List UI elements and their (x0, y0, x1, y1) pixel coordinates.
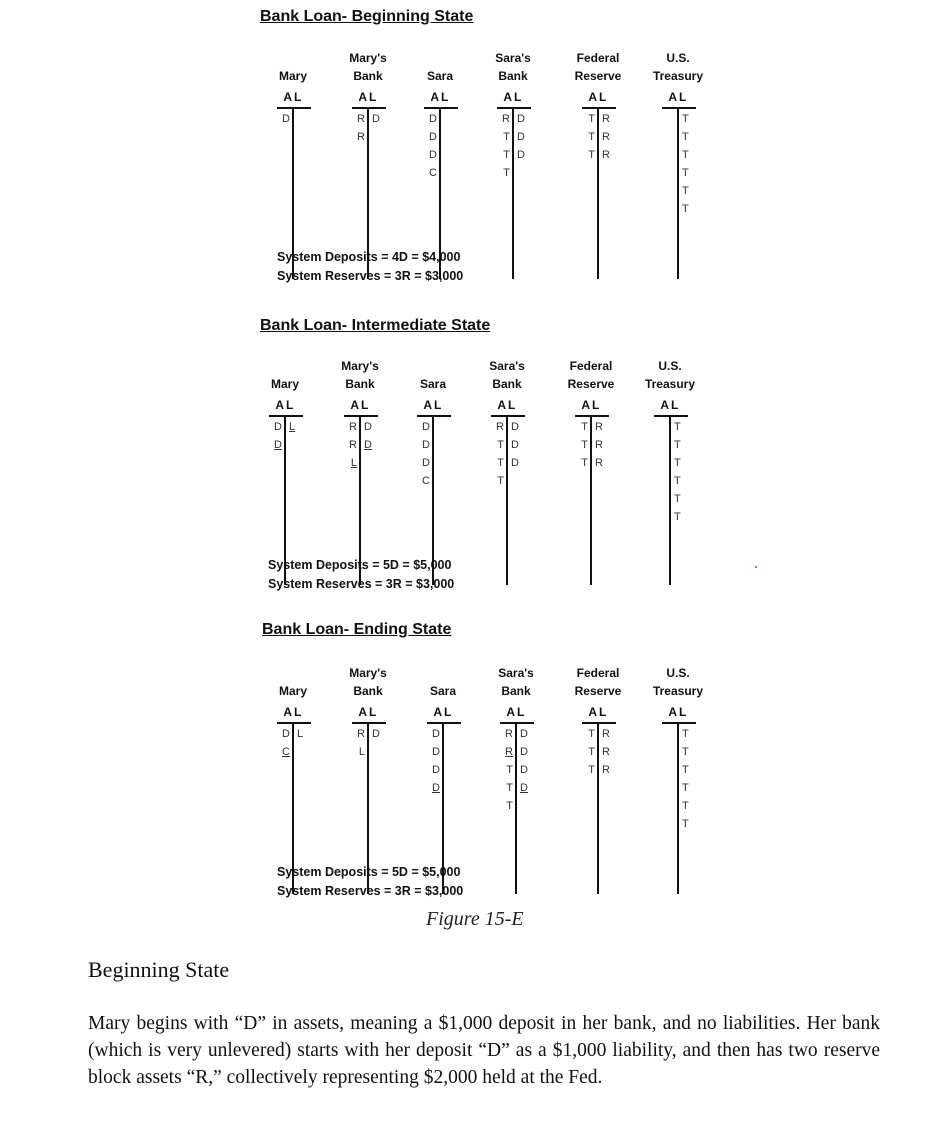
liabilities-label: L (369, 705, 377, 719)
t-account-u-s-treasury (640, 358, 700, 588)
liability-entries (289, 418, 309, 436)
t-account-federal-reserve (561, 358, 621, 588)
liability-entries (595, 418, 615, 472)
assets-label: A (497, 398, 506, 412)
asset-entries (262, 418, 282, 454)
assets-label: A (358, 705, 367, 719)
asset-entry: T (588, 149, 595, 161)
liability-entry: T (682, 818, 689, 830)
liability-entry: D (372, 113, 380, 125)
liability-entries (517, 110, 537, 164)
account-name: Reserve (567, 377, 615, 391)
body-paragraph: Mary begins with “D” in assets, meaning a $1,000 deposit in her bank, and no liabilities. Her bank (which is very unlevered) starts with her deposit “D” as a $1,000 liability, and then has two reserve block assets “R,” collectively representing $2,000 held at the Fed. (88, 1013, 880, 1088)
asset-liability-header (640, 398, 700, 414)
asset-entry: D (429, 131, 437, 143)
liability-entry: T (682, 746, 689, 758)
liability-entry: R (602, 113, 610, 125)
system-totals (277, 248, 463, 286)
t-account-stem (590, 415, 592, 585)
liability-entry: R (602, 149, 610, 161)
t-account-bar (427, 722, 461, 724)
liability-entry: D (511, 439, 519, 451)
liabilities-label: L (671, 398, 679, 412)
t-account-bar (491, 415, 525, 417)
account-name: U.S. (666, 51, 690, 65)
system-deposits: System Deposits = 4D = $4,000 (277, 250, 461, 264)
asset-entries (417, 110, 437, 182)
asset-entry: T (581, 457, 588, 469)
t-account-bar (654, 415, 688, 417)
liability-entry: T (682, 728, 689, 740)
assets-label: A (430, 90, 439, 104)
account-name: Mary's (349, 666, 387, 680)
liability-entry: T (682, 764, 689, 776)
assets-label: A (668, 90, 677, 104)
liabilities-label: L (294, 90, 302, 104)
t-account-bar (582, 107, 616, 109)
asset-liability-header (561, 398, 621, 414)
liability-entry: D (364, 421, 372, 433)
asset-entry: T (503, 131, 510, 143)
asset-entries (337, 418, 357, 472)
t-account-bar (417, 415, 451, 417)
t-account-mary-s-bank (330, 358, 390, 588)
asset-entry: T (588, 746, 595, 758)
asset-entry: D (282, 113, 290, 125)
t-account-u-s-treasury (648, 665, 708, 897)
liability-entry: D (520, 728, 528, 740)
liability-entries (602, 110, 622, 164)
asset-liability-header (338, 90, 398, 106)
assets-label: A (283, 705, 292, 719)
liability-entry: R (595, 457, 603, 469)
asset-liability-header (410, 90, 470, 106)
assets-label: A (433, 705, 442, 719)
asset-entry: T (588, 113, 595, 125)
assets-label: A (358, 90, 367, 104)
assets-label: A (588, 705, 597, 719)
liabilities-label: L (599, 90, 607, 104)
t-account-bar (662, 722, 696, 724)
asset-entries (345, 725, 365, 761)
liability-entries (297, 725, 317, 743)
asset-entry: R (349, 439, 357, 451)
figure-caption: Figure 15-E (426, 908, 524, 930)
account-name: Bank (498, 69, 528, 83)
t-account-bar (575, 415, 609, 417)
asset-entry: D (274, 439, 282, 451)
system-deposits: System Deposits = 5D = $5,000 (268, 558, 452, 572)
liability-entries (602, 725, 622, 779)
liability-entry: T (682, 113, 689, 125)
assets-label: A (660, 398, 669, 412)
account-name: Reserve (574, 684, 622, 698)
asset-entries (420, 725, 440, 797)
asset-entry: R (505, 728, 513, 740)
liability-entries (511, 418, 531, 472)
t-account-federal-reserve (568, 50, 628, 282)
liability-entry: L (289, 421, 296, 433)
system-reserves: System Reserves = 3R = $3,000 (277, 269, 464, 283)
account-name: Treasury (652, 69, 704, 83)
liabilities-label: L (679, 90, 687, 104)
asset-entries (575, 725, 595, 779)
account-name: Federal (576, 666, 620, 680)
account-name: Sara's (498, 666, 534, 680)
t-account-u-s-treasury (648, 50, 708, 282)
liability-entries (372, 110, 392, 128)
liability-entry: D (520, 764, 528, 776)
t-account-bar (277, 107, 311, 109)
liability-entry: T (682, 800, 689, 812)
asset-entry: T (506, 764, 513, 776)
asset-entry: D (432, 782, 440, 794)
asset-entry: D (422, 439, 430, 451)
account-name: U.S. (666, 666, 690, 680)
liability-entries (682, 725, 702, 833)
assets-label: A (275, 398, 284, 412)
asset-entry: D (432, 764, 440, 776)
t-account-stem (597, 107, 599, 279)
asset-liability-header (648, 705, 708, 721)
assets-label: A (503, 90, 512, 104)
asset-entry: R (357, 728, 365, 740)
system-reserves: System Reserves = 3R = $3,000 (268, 577, 455, 591)
liability-entry: T (682, 167, 689, 179)
liability-entry: T (682, 149, 689, 161)
account-name: Mary (270, 377, 299, 391)
asset-entry: D (282, 728, 290, 740)
assets-label: A (423, 398, 432, 412)
asset-entries (484, 418, 504, 490)
liability-entry: R (602, 746, 610, 758)
asset-entry: D (274, 421, 282, 433)
t-account-stem (512, 107, 514, 279)
account-name: Mary's (341, 359, 379, 373)
asset-entry: T (506, 782, 513, 794)
asset-liability-header (486, 705, 546, 721)
assets-label: A (350, 398, 359, 412)
liability-entries (372, 725, 392, 743)
liability-entry: T (674, 421, 681, 433)
account-name: Federal (576, 51, 620, 65)
liability-entries (674, 418, 694, 526)
liability-entry: T (674, 439, 681, 451)
liability-entries (682, 110, 702, 218)
asset-liability-header (263, 90, 323, 106)
liability-entry: T (682, 203, 689, 215)
liability-entry: R (595, 421, 603, 433)
liability-entry: R (602, 728, 610, 740)
liabilities-label: L (514, 90, 522, 104)
liability-entry: D (517, 131, 525, 143)
account-name: Mary's (349, 51, 387, 65)
state-title: Bank Loan- Beginning State (260, 8, 474, 25)
asset-entry: R (502, 113, 510, 125)
asset-entries (568, 418, 588, 472)
t-account-stem (506, 415, 508, 585)
liabilities-label: L (444, 705, 452, 719)
account-name: Mary (278, 684, 307, 698)
asset-entry: R (357, 113, 365, 125)
t-account-sara-s-bank (477, 358, 537, 588)
account-name: Bank (501, 684, 531, 698)
t-account-bar (424, 107, 458, 109)
liability-entries (364, 418, 384, 454)
asset-entry: T (588, 764, 595, 776)
account-name: Reserve (574, 69, 622, 83)
t-account-bar (277, 722, 311, 724)
liability-entry: D (520, 782, 528, 794)
account-name: Sara (419, 377, 447, 391)
asset-entry: T (588, 131, 595, 143)
asset-entries (270, 725, 290, 761)
asset-liability-header (413, 705, 473, 721)
liabilities-label: L (508, 398, 516, 412)
asset-entries (270, 110, 290, 128)
liability-entry: R (595, 439, 603, 451)
assets-label: A (668, 705, 677, 719)
asset-entry: D (422, 457, 430, 469)
liability-entry: T (674, 493, 681, 505)
liabilities-label: L (434, 398, 442, 412)
account-name: Bank (492, 377, 522, 391)
asset-entry: T (588, 728, 595, 740)
asset-entries (493, 725, 513, 815)
liability-entry: D (517, 113, 525, 125)
liability-entries (520, 725, 540, 797)
liabilities-label: L (369, 90, 377, 104)
asset-entry: L (350, 457, 357, 469)
state-title: Bank Loan- Intermediate State (260, 317, 491, 334)
t-account-stem (515, 722, 517, 894)
asset-entry: T (503, 167, 510, 179)
asset-entry: R (349, 421, 357, 433)
asset-entry: D (429, 113, 437, 125)
liabilities-label: L (679, 705, 687, 719)
asset-entry: D (432, 728, 440, 740)
asset-liability-header (263, 705, 323, 721)
asset-liability-header (483, 90, 543, 106)
liabilities-label: L (441, 90, 449, 104)
account-name: Sara's (489, 359, 525, 373)
asset-entries (575, 110, 595, 164)
account-name: Sara (429, 684, 457, 698)
liabilities-label: L (361, 398, 369, 412)
liability-entry: D (511, 421, 519, 433)
state-title: Bank Loan- Ending State (262, 621, 452, 638)
t-account-stem (677, 722, 679, 894)
stray-mark (755, 566, 757, 568)
t-account-bar (269, 415, 303, 417)
account-name: Sara's (495, 51, 531, 65)
liabilities-label: L (517, 705, 525, 719)
asset-liability-header (568, 90, 628, 106)
account-name: Bank (345, 377, 375, 391)
liability-entry: D (520, 746, 528, 758)
asset-liability-header (403, 398, 463, 414)
system-reserves: System Reserves = 3R = $3,000 (277, 884, 464, 898)
t-account-bar (352, 722, 386, 724)
asset-entry: D (432, 746, 440, 758)
asset-entry: T (497, 475, 504, 487)
account-name: Bank (353, 684, 383, 698)
liabilities-label: L (294, 705, 302, 719)
liability-entry: D (364, 439, 372, 451)
t-account-bar (344, 415, 378, 417)
account-name: Treasury (644, 377, 696, 391)
t-account-bar (497, 107, 531, 109)
liability-entry: D (517, 149, 525, 161)
asset-entry: C (422, 475, 430, 487)
t-account-stem (669, 415, 671, 585)
asset-liability-header (568, 705, 628, 721)
liability-entry: T (674, 475, 681, 487)
system-deposits: System Deposits = 5D = $5,000 (277, 865, 461, 879)
liability-entry: D (372, 728, 380, 740)
asset-liability-header (477, 398, 537, 414)
account-name: U.S. (658, 359, 682, 373)
system-totals (277, 863, 463, 901)
account-name: Bank (353, 69, 383, 83)
liabilities-label: L (592, 398, 600, 412)
t-account-stem (597, 722, 599, 894)
section-heading: Beginning State (88, 957, 230, 982)
liability-entry: R (602, 764, 610, 776)
t-account-bar (500, 722, 534, 724)
asset-entries (490, 110, 510, 182)
t-account-bar (582, 722, 616, 724)
asset-liability-header (338, 705, 398, 721)
assets-label: A (283, 90, 292, 104)
liability-entry: R (602, 131, 610, 143)
asset-entries (345, 110, 365, 146)
assets-label: A (588, 90, 597, 104)
t-account-federal-reserve (568, 665, 628, 897)
asset-entry: R (496, 421, 504, 433)
asset-entry: C (282, 746, 290, 758)
asset-entry: D (422, 421, 430, 433)
t-account-sara-s-bank (483, 50, 543, 282)
t-account-mary (255, 358, 315, 588)
liabilities-label: L (286, 398, 294, 412)
asset-entry: T (581, 439, 588, 451)
t-account-bar (352, 107, 386, 109)
assets-label: A (506, 705, 515, 719)
t-account-sara (403, 358, 463, 588)
asset-entry: R (505, 746, 513, 758)
asset-entry: R (357, 131, 365, 143)
liability-entry: T (682, 782, 689, 794)
account-name: Treasury (652, 684, 704, 698)
liability-entry: T (674, 457, 681, 469)
asset-entry: D (429, 149, 437, 161)
liability-entry: T (682, 131, 689, 143)
liability-entry: T (682, 185, 689, 197)
account-name: Sara (426, 69, 454, 83)
asset-entry: L (358, 746, 365, 758)
assets-label: A (581, 398, 590, 412)
liability-entry: T (674, 511, 681, 523)
account-name: Mary (278, 69, 307, 83)
t-account-stem (677, 107, 679, 279)
liability-entry: L (297, 728, 304, 740)
system-totals (268, 556, 454, 594)
t-account-bar (662, 107, 696, 109)
asset-entry: T (503, 149, 510, 161)
liability-entry: D (511, 457, 519, 469)
asset-entry: T (506, 800, 513, 812)
asset-entry: C (429, 167, 437, 179)
asset-entry: T (497, 457, 504, 469)
asset-liability-header (330, 398, 390, 414)
asset-entry: T (497, 439, 504, 451)
asset-liability-header (648, 90, 708, 106)
asset-entry: T (581, 421, 588, 433)
asset-entries (410, 418, 430, 490)
asset-liability-header (255, 398, 315, 414)
liabilities-label: L (599, 705, 607, 719)
t-account-sara-s-bank (486, 665, 546, 897)
account-name: Federal (569, 359, 613, 373)
